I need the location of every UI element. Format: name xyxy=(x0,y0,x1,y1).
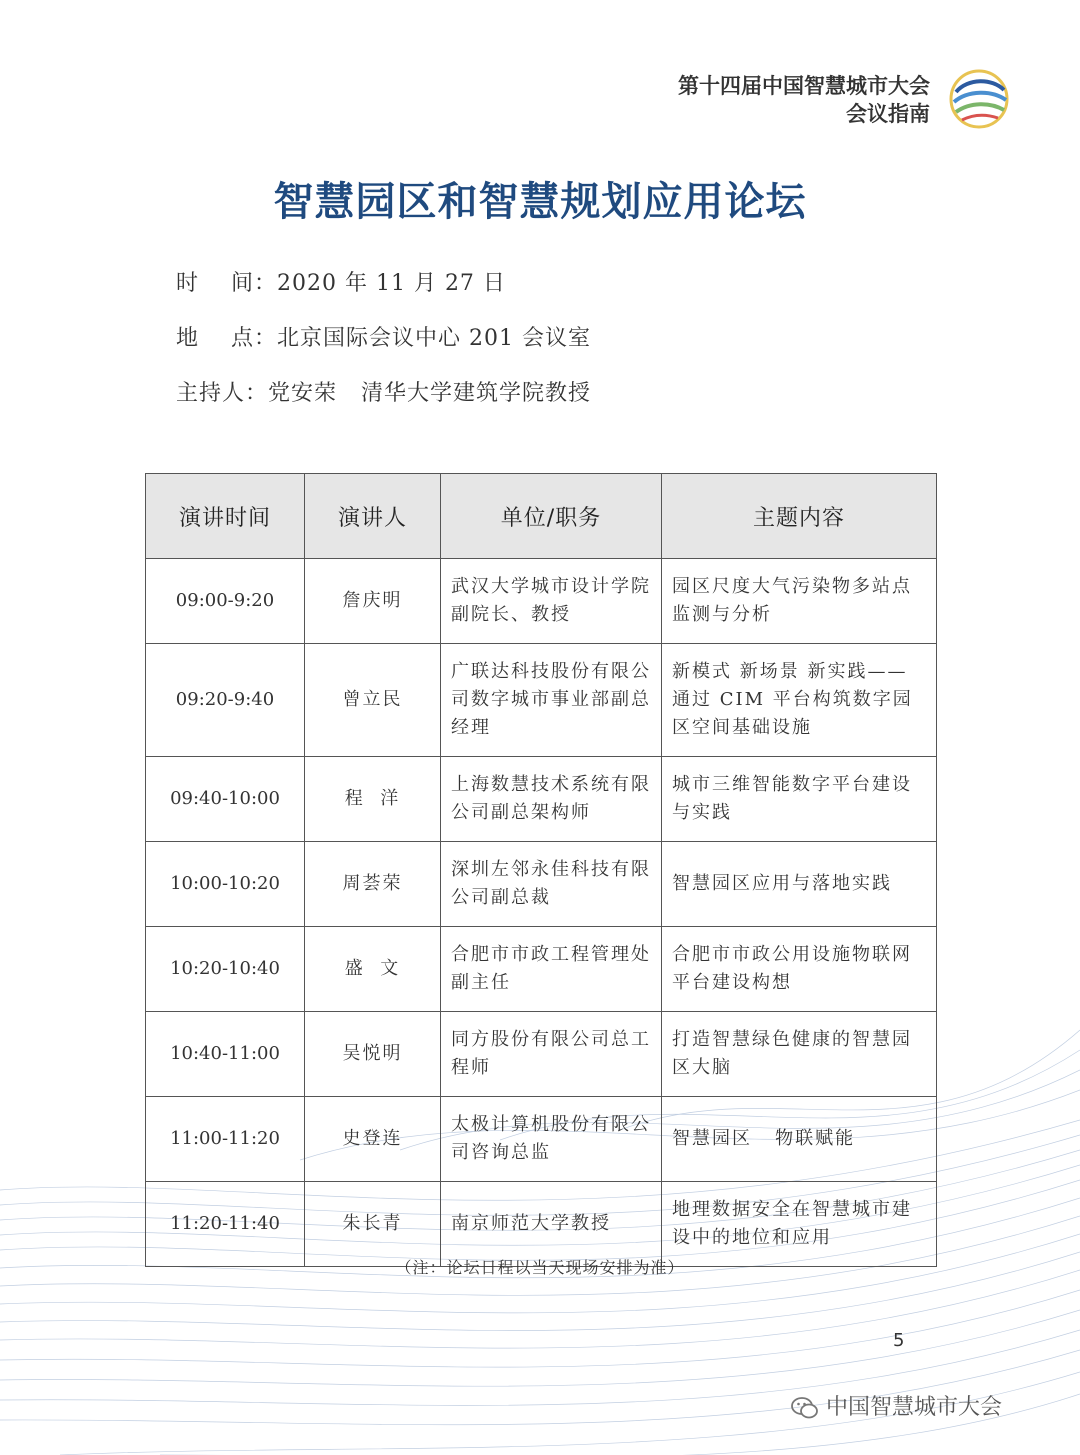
table-row xyxy=(146,842,937,927)
header-time: 演讲时间 xyxy=(146,474,305,559)
info-place-label: 地 点： xyxy=(176,326,277,351)
table-row xyxy=(146,757,937,842)
info-host-label: 主持人： xyxy=(176,381,269,406)
cell-topic: 新模式 新场景 新实践——通过 CIM 平台构筑数字园区空间基础设施 xyxy=(662,644,937,757)
table-header-row xyxy=(146,474,937,559)
cell-time: 10:00-10:20 xyxy=(146,842,305,927)
header-speaker: 演讲人 xyxy=(305,474,441,559)
cell-unit: 南京师范大学教授 xyxy=(441,1182,662,1267)
cell-speaker: 吴悦明 xyxy=(305,1012,441,1097)
table-row xyxy=(146,1097,937,1182)
cell-unit: 同方股份有限公司总工程师 xyxy=(441,1012,662,1097)
cell-topic: 合肥市市政公用设施物联网平台建设构想 xyxy=(662,927,937,1012)
cell-time: 11:20-11:40 xyxy=(146,1182,305,1267)
header-line2: 会议指南 xyxy=(846,102,930,126)
info-host-value: 党安荣 清华大学建筑学院教授 xyxy=(268,381,591,406)
cell-speaker: 周荟荣 xyxy=(305,842,441,927)
table-row xyxy=(146,559,937,644)
cell-unit: 深圳左邻永佳科技有限公司副总裁 xyxy=(441,842,662,927)
cell-unit: 上海数慧技术系统有限公司副总架构师 xyxy=(441,757,662,842)
watermark-text: 中国智慧城市大会 xyxy=(826,1395,1003,1420)
cell-time: 09:00-9:20 xyxy=(146,559,305,644)
cell-unit: 太极计算机股份有限公司咨询总监 xyxy=(441,1097,662,1182)
cell-speaker: 詹庆明 xyxy=(305,559,441,644)
cell-speaker: 盛 文 xyxy=(305,927,441,1012)
cell-topic: 打造智慧绿色健康的智慧园区大脑 xyxy=(662,1012,937,1097)
wechat-watermark xyxy=(790,1390,1002,1421)
cell-speaker: 曾立民 xyxy=(305,644,441,757)
schedule-note: （注：论坛日程以当天现场安排为准） xyxy=(395,1258,685,1277)
cell-time: 09:20-9:40 xyxy=(146,644,305,757)
cell-time: 10:20-10:40 xyxy=(146,927,305,1012)
info-time-label: 时 间： xyxy=(176,271,277,296)
info-host xyxy=(176,376,591,407)
cell-time: 09:40-10:00 xyxy=(146,757,305,842)
conference-header xyxy=(678,72,930,128)
cell-topic: 智慧园区应用与落地实践 xyxy=(662,842,937,927)
cell-topic: 智慧园区 物联赋能 xyxy=(662,1097,937,1182)
table-row xyxy=(146,1182,937,1267)
page-number: 5 xyxy=(893,1330,905,1351)
info-place-value: 北京国际会议中心 201 会议室 xyxy=(276,326,591,351)
cell-speaker: 史登连 xyxy=(305,1097,441,1182)
conference-globe-logo-icon xyxy=(948,68,1010,130)
info-place xyxy=(176,321,591,352)
cell-unit: 广联达科技股份有限公司数字城市事业部副总经理 xyxy=(441,644,662,757)
page-title: 智慧园区和智慧规划应用论坛 xyxy=(273,179,807,225)
cell-unit: 武汉大学城市设计学院副院长、教授 xyxy=(441,559,662,644)
table-row xyxy=(146,1012,937,1097)
cell-time: 11:00-11:20 xyxy=(146,1097,305,1182)
info-time xyxy=(176,266,506,297)
table-row xyxy=(146,927,937,1012)
info-time-value: 2020 年 11 月 27 日 xyxy=(276,271,506,296)
table-row xyxy=(146,644,937,757)
schedule-table xyxy=(145,473,937,1267)
cell-topic: 园区尺度大气污染物多站点监测与分析 xyxy=(662,559,937,644)
cell-speaker: 程 洋 xyxy=(305,757,441,842)
cell-speaker: 朱长青 xyxy=(305,1182,441,1267)
cell-topic: 地理数据安全在智慧城市建设中的地位和应用 xyxy=(662,1182,937,1267)
cell-topic: 城市三维智能数字平台建设与实践 xyxy=(662,757,937,842)
header-line1: 第十四届中国智慧城市大会 xyxy=(678,74,930,98)
cell-unit: 合肥市市政工程管理处副主任 xyxy=(441,927,662,1012)
wechat-icon xyxy=(790,1395,820,1421)
cell-time: 10:40-11:00 xyxy=(146,1012,305,1097)
header-topic: 主题内容 xyxy=(662,474,937,559)
header-unit: 单位/职务 xyxy=(441,474,662,559)
